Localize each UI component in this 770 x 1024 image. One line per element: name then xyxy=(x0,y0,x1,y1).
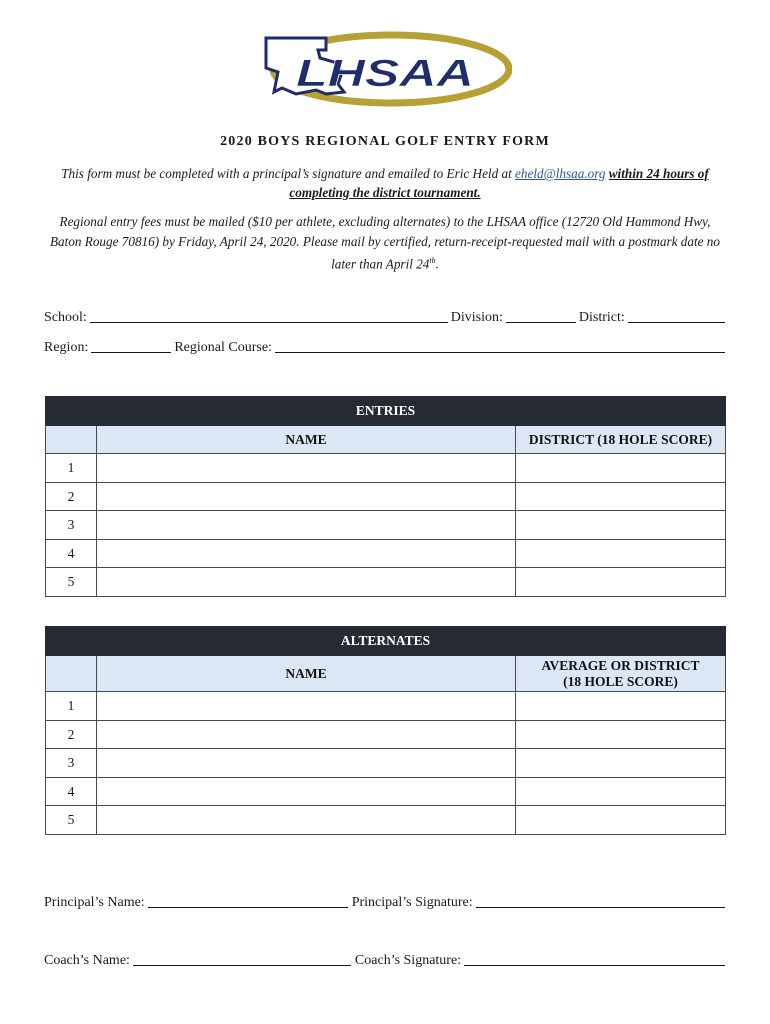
principal-name-field[interactable] xyxy=(148,893,348,908)
entries-num-header xyxy=(46,426,97,454)
table-row xyxy=(46,749,726,778)
region-label: Region: xyxy=(44,340,89,355)
name-cell[interactable] xyxy=(97,511,516,540)
coach-name-label: Coach’s Name: xyxy=(44,953,130,968)
row-number: 1 xyxy=(46,454,97,483)
table-row xyxy=(46,511,726,540)
score-cell[interactable] xyxy=(516,721,726,749)
table-row xyxy=(46,806,726,835)
entries-table xyxy=(45,396,726,597)
name-cell[interactable] xyxy=(97,568,516,597)
fees-sup: th xyxy=(429,256,436,265)
row-number: 4 xyxy=(46,778,97,806)
alternates-name-header: NAME xyxy=(97,656,516,692)
name-cell[interactable] xyxy=(97,721,516,749)
district-label: District: xyxy=(578,310,625,325)
coach-row xyxy=(44,951,725,969)
score-cell[interactable] xyxy=(516,568,726,597)
alternates-num-header xyxy=(46,656,97,692)
row-number: 4 xyxy=(46,540,97,568)
school-row xyxy=(44,308,725,326)
table-row xyxy=(46,454,726,483)
fees-end: . xyxy=(435,256,439,272)
coach-signature-field[interactable] xyxy=(464,951,725,966)
score-cell[interactable] xyxy=(516,806,726,835)
principal-signature-label: Principal’s Signature: xyxy=(351,895,473,910)
fees-text: Regional entry fees must be mailed ($10 per athlete, excluding alternates) to the LHSAA office (12720 Old Hammond Hwy, Baton Rouge 70816) by Friday, April 24, 2020. Please mail by certified, return-receipt-requested mail with a postmark date no later than April 24 xyxy=(49,214,720,272)
division-label: Division: xyxy=(450,310,503,325)
row-number: 5 xyxy=(46,806,97,835)
row-number: 1 xyxy=(46,692,97,721)
name-cell[interactable] xyxy=(97,778,516,806)
table-row xyxy=(46,483,726,511)
alternates-score-header-line1: AVERAGE OR DISTRICT xyxy=(541,657,700,673)
entries-title: ENTRIES xyxy=(46,397,726,426)
regional-course-field[interactable] xyxy=(275,338,725,353)
score-cell[interactable] xyxy=(516,483,726,511)
region-field[interactable] xyxy=(91,338,171,353)
name-cell[interactable] xyxy=(97,483,516,511)
name-cell[interactable] xyxy=(97,692,516,721)
principal-row xyxy=(44,893,725,911)
table-row xyxy=(46,540,726,568)
table-row xyxy=(46,778,726,806)
score-cell[interactable] xyxy=(516,511,726,540)
logo-text: LHSAA xyxy=(296,53,474,95)
score-cell[interactable] xyxy=(516,778,726,806)
principal-name-label: Principal’s Name: xyxy=(44,895,145,910)
score-cell[interactable] xyxy=(516,540,726,568)
school-label: School: xyxy=(44,310,87,325)
row-number: 3 xyxy=(46,749,97,778)
entries-score-header: DISTRICT (18 HOLE SCORE) xyxy=(516,426,726,454)
alternates-score-header-line2: (18 HOLE SCORE) xyxy=(563,673,678,689)
district-field[interactable] xyxy=(628,308,725,323)
table-row xyxy=(46,692,726,721)
score-cell[interactable] xyxy=(516,749,726,778)
regional-course-label: Regional Course: xyxy=(174,340,272,355)
instructions-text: This form must be completed with a principal’s signature and emailed to Eric Held at xyxy=(61,166,516,181)
lhsaa-logo xyxy=(256,28,512,110)
division-field[interactable] xyxy=(506,308,576,323)
score-cell[interactable] xyxy=(516,454,726,483)
fees-paragraph xyxy=(44,212,726,274)
name-cell[interactable] xyxy=(97,540,516,568)
score-cell[interactable] xyxy=(516,692,726,721)
name-cell[interactable] xyxy=(97,454,516,483)
coach-signature-label: Coach’s Signature: xyxy=(354,953,462,968)
row-number: 3 xyxy=(46,511,97,540)
name-cell[interactable] xyxy=(97,749,516,778)
table-row xyxy=(46,568,726,597)
coach-name-field[interactable] xyxy=(133,951,351,966)
principal-signature-field[interactable] xyxy=(476,893,725,908)
alternates-table xyxy=(45,626,726,835)
school-field[interactable] xyxy=(90,308,448,323)
region-row xyxy=(44,338,725,356)
deadline-text: within 24 hours of completing the district tournament. xyxy=(289,166,709,200)
form-title: 2020 BOYS REGIONAL GOLF ENTRY FORM xyxy=(220,134,550,149)
alternates-title: ALTERNATES xyxy=(46,627,726,656)
table-row xyxy=(46,721,726,749)
row-number: 2 xyxy=(46,721,97,749)
alternates-score-header xyxy=(516,656,726,692)
email-link[interactable]: eheld@lhsaa.org xyxy=(515,166,606,181)
name-cell[interactable] xyxy=(97,806,516,835)
row-number: 5 xyxy=(46,568,97,597)
instructions xyxy=(44,164,726,202)
entries-name-header: NAME xyxy=(97,426,516,454)
row-number: 2 xyxy=(46,483,97,511)
